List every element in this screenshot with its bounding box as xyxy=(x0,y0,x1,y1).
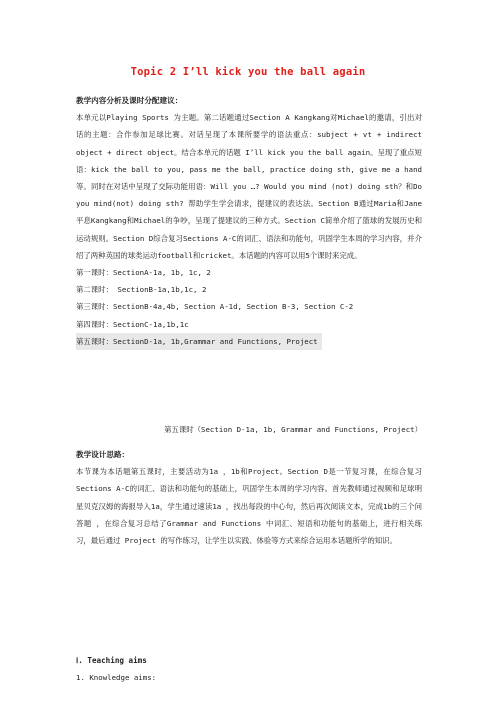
period-item-3: 第三课时：SectionB-4a,4b, Section A-1d, Section B-3, Section C-2 xyxy=(76,302,354,312)
period-list xyxy=(76,264,422,350)
period-item-4: 第四课时：SectionC-1a,1b,1c xyxy=(76,319,189,329)
intro-section xyxy=(76,92,422,350)
period-item-1: 第一课时：SectionA-1a, 1b, 1c, 2 xyxy=(76,268,211,278)
heading-design-ideas: 教学设计思路： xyxy=(76,449,130,459)
design-ideas-paragraph: 本节课为本话题第五课时，主要活动为1a ，1b和Project。Section D是一节复习课，在综合复习Sections A-C的词汇、语法和功能句的基础上，巩固学生本周的学习内容。首先教师通过视频和足球明星贝克汉姆的海报导入1a，学生通过速读1a ，找出每段的中心句，然后再次阅读文本，完成1b的三个问答题 ，在综合复习总结了Grammar and Functions 中词汇、短语和功能句的基础上，进行相关练习，最后通过 Project 的写作练习，让学生以实践、体验等方式来综合运用本话题所学的知识。 xyxy=(76,467,422,545)
teaching-aims-section xyxy=(76,652,422,686)
lesson-section xyxy=(76,414,422,549)
knowledge-aims-item: 1. Knowledge aims: xyxy=(76,673,157,683)
content-analysis-paragraph: 本单元以Playing Sports 为主题。第二话题通过Section A Kangkang对Michael的邀请，引出对话的主题：合作参加足球比赛。对话呈现了本课所要学的语法重点：subject + vt + indirect object + direct object。结合本单元的话题 I’ll kick you the ball again。呈现了重点短语：kick the ball to you, pass me the ball, practice doing sth, give me a hand等。同时在对话中呈现了交际功能用语：Will you …? Would you mind (not) doing sth？和Do you mind(not) doing sth? 帮助学生学会请求，提建议的表达法。Section B通过Maria和Jane平息Kangkang和Michael的争吵，呈现了提建议的三种方式。Section C简单介绍了篮球的发展历史和运动规则。Section D综合复习Sections A-C的词汇、语法和功能句，巩固学生本周的学习内容，并介绍了两种英国的球类运动football和cricket。本话题的内容可以用5个课时来完成。 xyxy=(76,113,422,260)
heading-teaching-aims: Ⅰ. Teaching aims xyxy=(76,656,147,665)
heading-content-analysis: 教学内容分析及课时分配建议： xyxy=(76,96,183,105)
document-title: Topic 2 I’ll kick you the ball again xyxy=(130,66,366,78)
lesson-title: 第五课时（Section D-1a, 1b, Grammar and Functions, Project） xyxy=(164,425,422,435)
period-item-5-highlighted: 第五课时：SectionD-1a, 1b,Grammar and Functions, Project xyxy=(76,333,322,350)
period-item-2: 第二课时： SectionB-1a,1b,1c, 2 xyxy=(76,285,207,295)
